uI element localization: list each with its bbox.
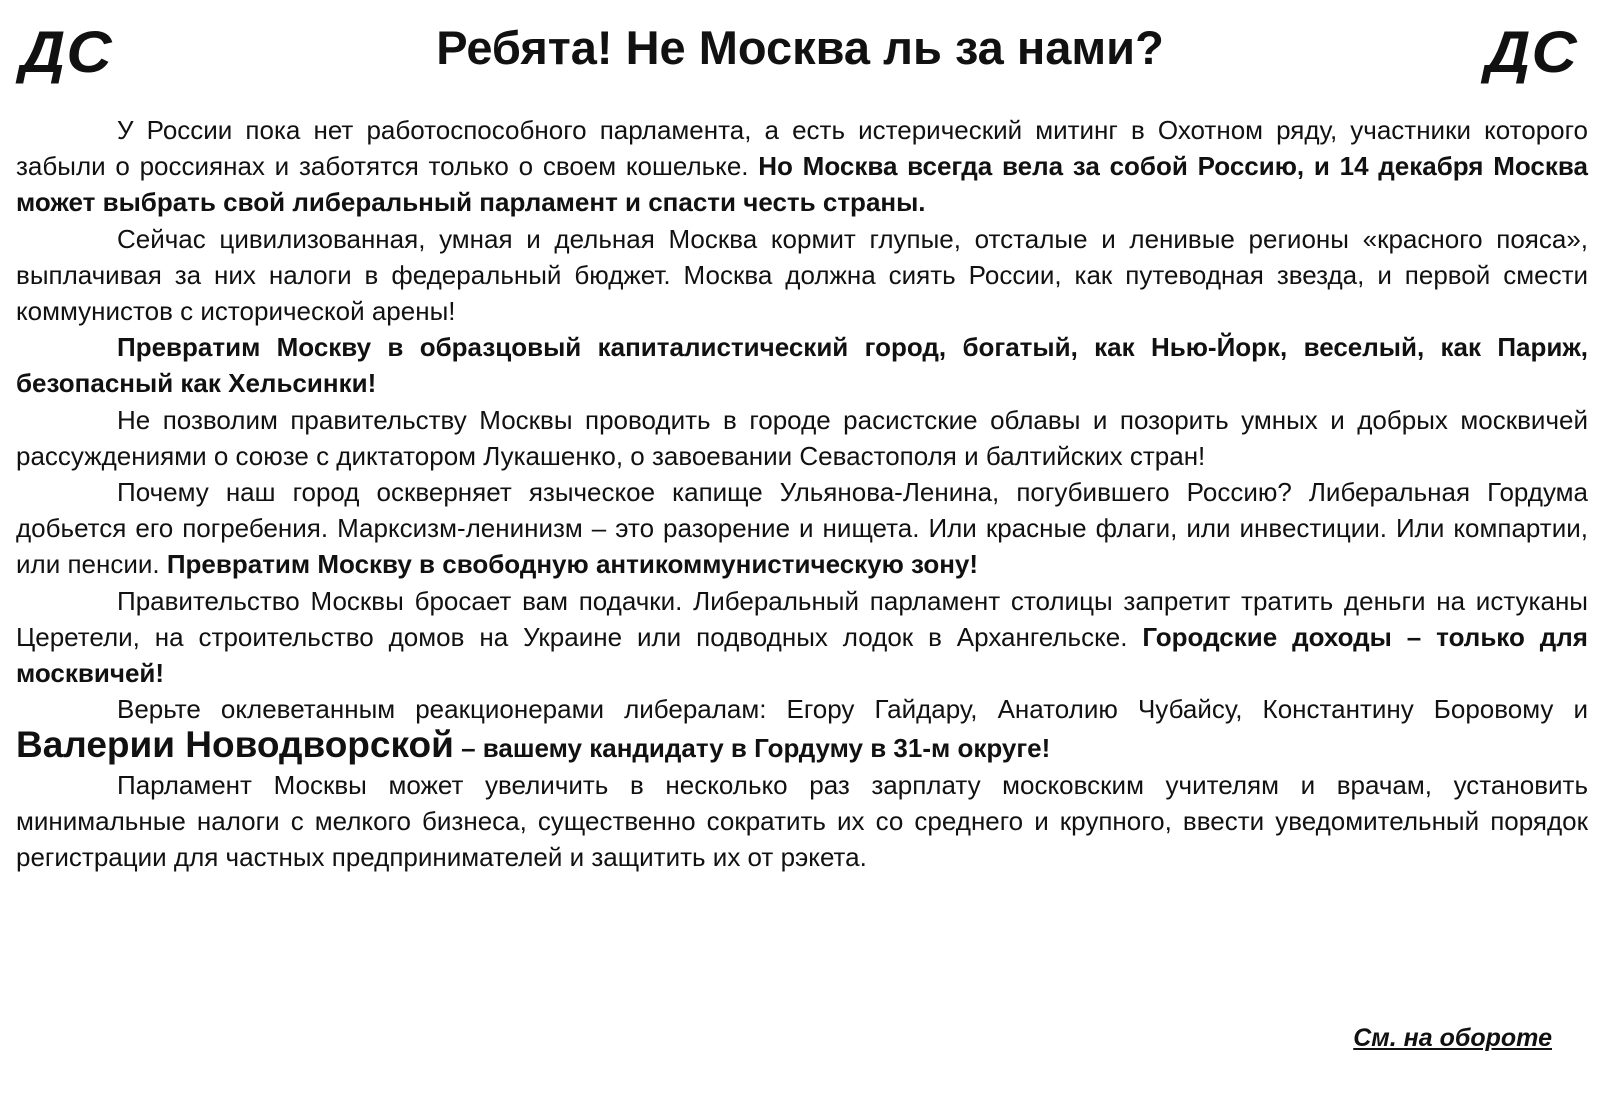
text-segment: Правительство Москвы бросает вам подачки. Либеральный парламент столицы запретит тратить деньги на истуканы Церетели, на строительство домов на Украине или подводных лодок в Архангельске. xyxy=(16,585,1588,652)
text-segment: У России пока нет работоспособного парламента, а есть истерический митинг в Охотном ряду, участники которого забыли о россиянах и заботятся только о своем кошельке. xyxy=(16,115,1588,182)
page-title: Ребята! Не Москва ль за нами? xyxy=(436,21,1164,74)
text-segment: Верьте оклеветанным реакционерами либералам: Егору Гайдару, Анатолию Чубайсу, Константину Боровому и xyxy=(117,694,1588,725)
bold-text-segment: Превратим Москву в свободную антикоммунистическую зону! xyxy=(166,549,979,580)
body-paragraph xyxy=(16,112,1588,221)
party-logo-left: ДС xyxy=(20,20,113,85)
leaflet-header xyxy=(0,10,1600,90)
see-reverse-note: См. на обороте xyxy=(1353,1024,1552,1052)
body-paragraph xyxy=(16,767,1588,876)
body-paragraph xyxy=(16,474,1588,583)
bold-text-segment: – вашему кандидату в Гордуму в 31-м округе! xyxy=(453,733,1051,764)
body-paragraph xyxy=(16,329,1588,401)
bold-text-segment: Городские доходы – только для москвичей! xyxy=(16,621,1588,689)
candidate-name: Валерии Новодворской xyxy=(16,724,454,766)
bold-text-segment: Превратим Москву в образцовый капиталистический город, богатый, как Нью-Йорк, веселый, как Париж, безопасный как Хельсинки! xyxy=(16,332,1588,399)
body-paragraph xyxy=(16,402,1588,474)
body-paragraph xyxy=(16,221,1588,330)
text-segment: Сейчас цивилизованная, умная и дельная Москва кормит глупые, отсталые и ленивые регионы «красного пояса», выплачивая за них налоги в федеральный бюджет. Москва должна сиять России, как путеводная звезда, и первой смести коммунистов с исторической арены! xyxy=(16,223,1588,327)
party-logo-right: ДС xyxy=(1485,20,1578,85)
body-paragraph xyxy=(16,583,1588,692)
body-paragraph xyxy=(16,691,1588,766)
bold-text-segment: Но Москва всегда вела за собой Россию, и 14 декабря Москва может выбрать свой либеральный парламент и спасти честь страны. xyxy=(16,151,1588,218)
leaflet-body xyxy=(16,112,1588,875)
text-segment: Не позволим правительству Москвы проводить в городе расистские облавы и позорить умных и добрых москвичей рассуждениями о союзе с диктатором Лукашенко, о завоевании Севастополя и балтийских стран! xyxy=(16,404,1588,471)
text-segment: Парламент Москвы может увеличить в несколько раз зарплату московским учителям и врачам, установить минимальные налоги с мелкого бизнеса, существенно сократить их со среднего и крупного, ввести уведомительный порядок регистрации для частных предпринимателей и защитить их от рэкета. xyxy=(16,769,1588,873)
text-segment: Почему наш город оскверняет языческое капище Ульянова-Ленина, погубившего Россию? Либеральная Гордума добьется его погребения. Марксизм-ленинизм – это разорение и нищета. Или красные флаги, или инвестиции. Или компартии, или пенсии. xyxy=(16,477,1588,580)
